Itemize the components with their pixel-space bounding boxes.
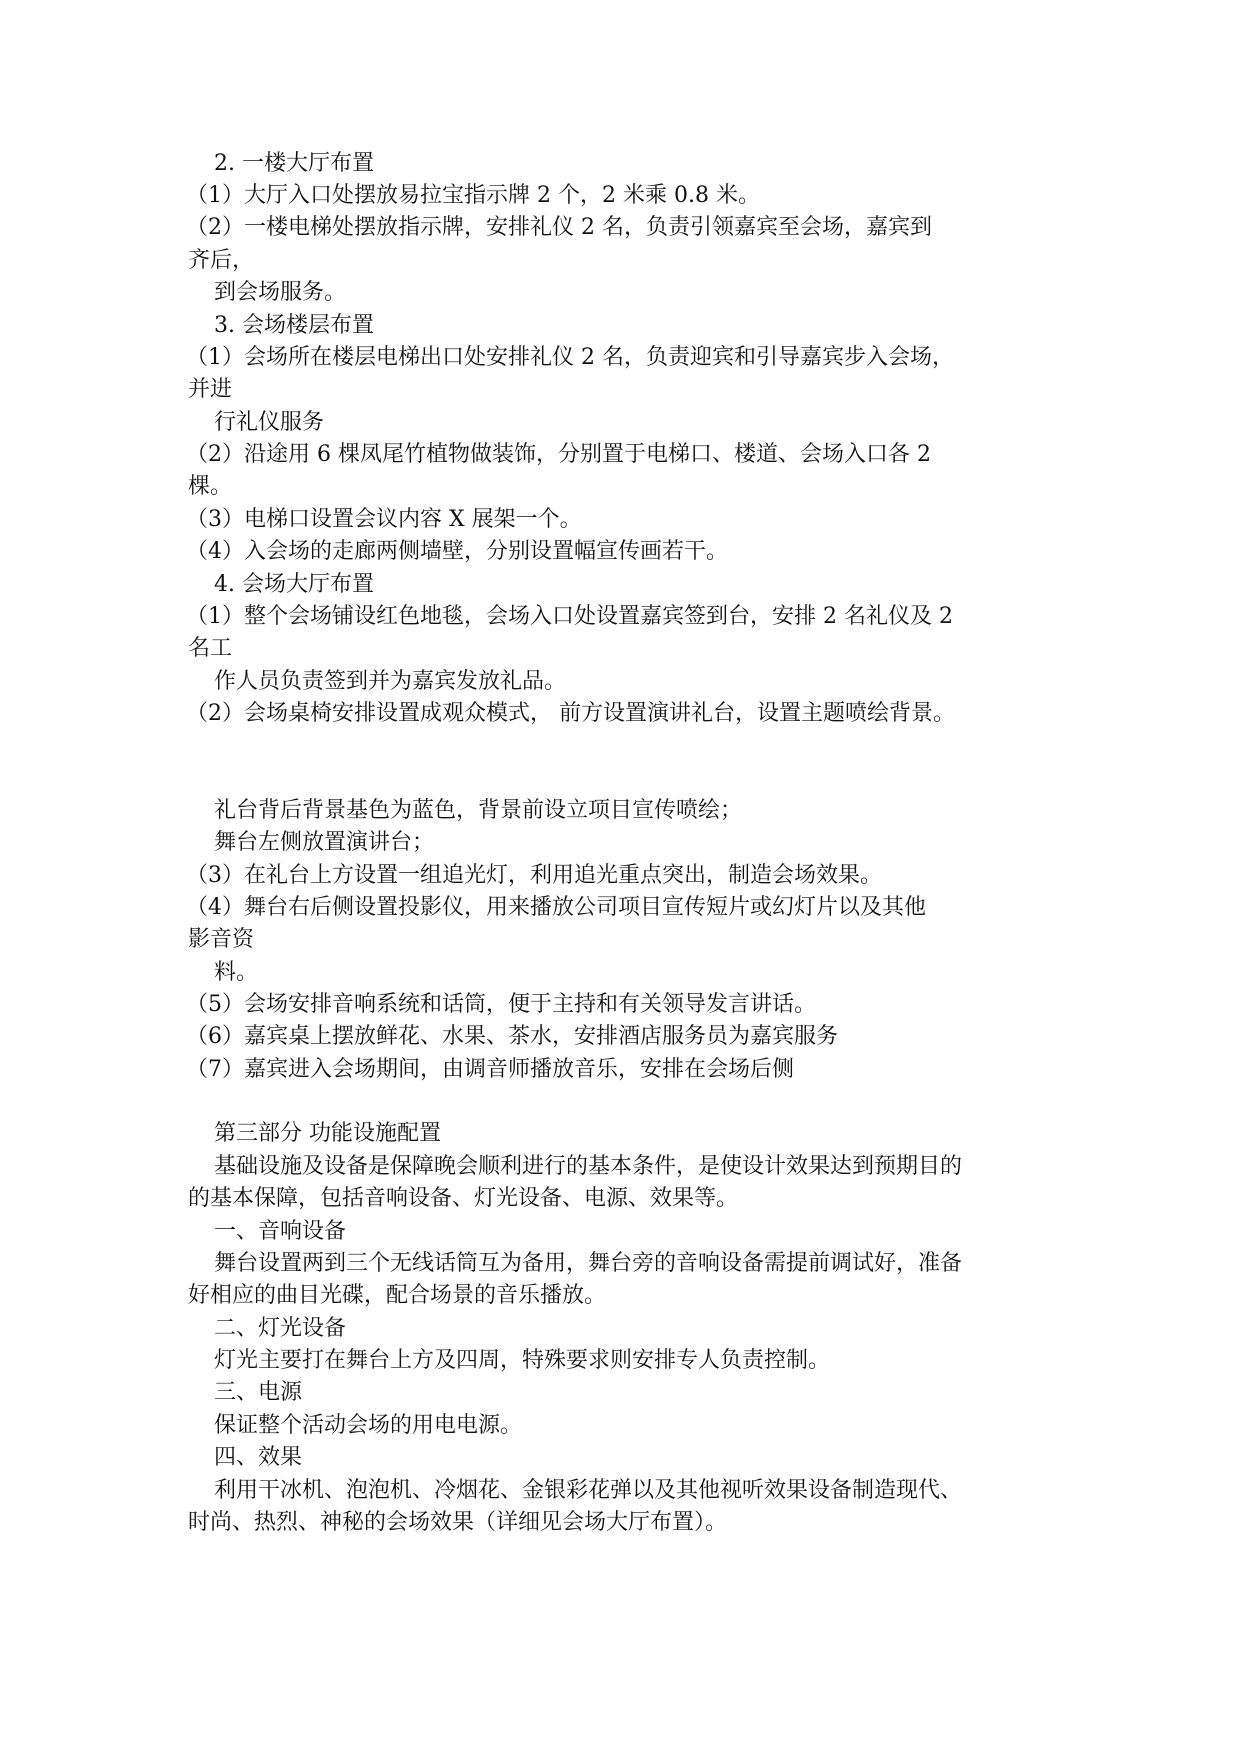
- heading-venue-hall: 4. 会场大厅布置: [214, 572, 374, 597]
- paragraph-line: 基础设施及设备是保障晚会顺利进行的基本条件，是使设计效果达到预期目的: [214, 1154, 963, 1179]
- paragraph-line: （3）电梯口设置会议内容 X 展架一个。: [186, 507, 582, 532]
- paragraph-line: 礼台背后背景基色为蓝色，背景前设立项目宣传喷绘；: [214, 798, 743, 823]
- paragraph-line: 名工: [188, 636, 233, 661]
- paragraph-line: （1）整个会场铺设红色地毯，会场入口处设置嘉宾签到台，安排 2 名礼仪及 2: [186, 604, 953, 629]
- subheading-lighting: 二、灯光设备: [214, 1316, 347, 1341]
- paragraph-line: （1）会场所在楼层电梯出口处安排礼仪 2 名，负责迎宾和引导嘉宾步入会场，: [186, 345, 954, 370]
- paragraph-line: 齐后，: [188, 248, 255, 273]
- paragraph-line: 灯光主要打在舞台上方及四周，特殊要求则安排专人负责控制。: [214, 1348, 831, 1373]
- paragraph-line: 行礼仪服务: [214, 410, 325, 435]
- paragraph-line: 的基本保障，包括音响设备、灯光设备、电源、效果等。: [188, 1186, 739, 1211]
- subheading-effects: 四、效果: [214, 1445, 303, 1470]
- paragraph-line: 舞台左侧放置演讲台；: [214, 830, 435, 855]
- paragraph-line: 舞台设置两到三个无线话筒互为备用，舞台旁的音响设备需提前调试好，准备: [214, 1251, 963, 1276]
- paragraph-line: 作人员负责签到并为嘉宾发放礼品。: [214, 669, 567, 694]
- section-heading-part-three: 第三部分 功能设施配置: [214, 1121, 441, 1146]
- paragraph-line: 时尚、热烈、神秘的会场效果（详细见会场大厅布置）。: [188, 1510, 728, 1535]
- paragraph-line: （7）嘉宾进入会场期间，由调音师播放音乐，安排在会场后侧: [186, 1057, 794, 1082]
- paragraph-line: （2）会场桌椅安排设置成观众模式， 前方设置演讲礼台，设置主题喷绘背景。: [186, 701, 955, 726]
- paragraph-line: 影音资: [188, 927, 255, 952]
- paragraph-line: （2）沿途用 6 棵凤尾竹植物做装饰，分别置于电梯口、楼道、会场入口各 2: [186, 442, 931, 467]
- paragraph-line: （4）入会场的走廊两侧墙壁，分别设置幅宣传画若干。: [186, 539, 728, 564]
- heading-first-floor-lobby: 2. 一楼大厅布置: [214, 151, 374, 176]
- paragraph-line: 利用干冰机、泡泡机、冷烟花、金银彩花弹以及其他视听效果设备制造现代、: [214, 1478, 963, 1503]
- paragraph-line: （6）嘉宾桌上摆放鲜花、水果、茶水，安排酒店服务员为嘉宾服务: [186, 1024, 838, 1049]
- paragraph-line: 并进: [188, 377, 233, 402]
- paragraph-line: 好相应的曲目光碟，配合场景的音乐播放。: [188, 1283, 607, 1308]
- paragraph-line: 保证整个活动会场的用电电源。: [214, 1413, 523, 1438]
- paragraph-line: （4）舞台右后侧设置投影仪，用来播放公司项目宣传短片或幻灯片以及其他: [186, 895, 926, 920]
- subheading-power: 三、电源: [214, 1380, 303, 1405]
- paragraph-line: （1）大厅入口处摆放易拉宝指示牌 2 个，2 米乘 0.8 米。: [186, 183, 760, 208]
- paragraph-line: 料。: [214, 960, 259, 985]
- subheading-audio: 一、音响设备: [214, 1219, 347, 1244]
- paragraph-line: （5）会场安排音响系统和话筒，便于主持和有关领导发言讲话。: [186, 992, 816, 1017]
- paragraph-line: 到会场服务。: [214, 280, 347, 305]
- heading-venue-floor: 3. 会场楼层布置: [214, 313, 374, 338]
- paragraph-line: 棵。: [188, 474, 233, 499]
- paragraph-line: （3）在礼台上方设置一组追光灯，利用追光重点突出，制造会场效果。: [186, 863, 882, 888]
- paragraph-line: （2）一楼电梯处摆放指示牌，安排礼仪 2 名，负责引领嘉宾至会场，嘉宾到: [186, 215, 932, 240]
